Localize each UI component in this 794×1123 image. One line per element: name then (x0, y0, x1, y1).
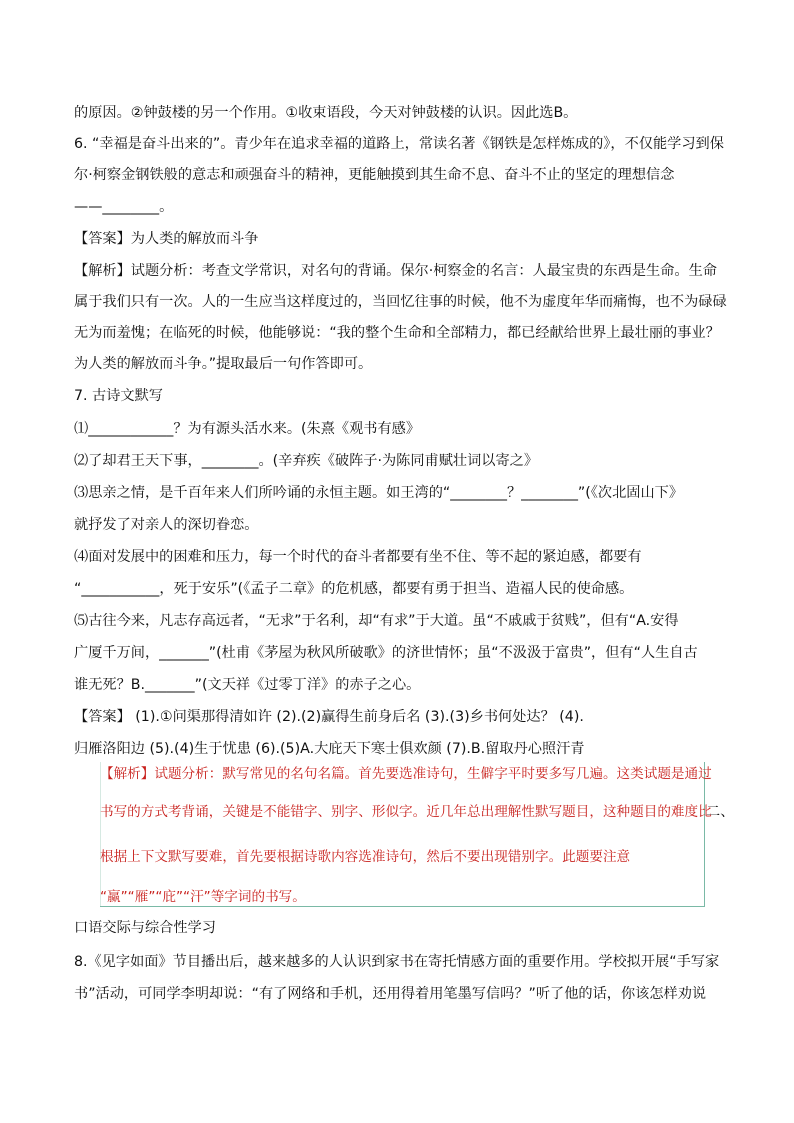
text-line: 为人类的解放而斗争。”提取最后一句作答即可。 (74, 356, 373, 372)
question-6-blank: ——________。 (74, 199, 174, 215)
text-line: 属于我们只有一次。人的一生应当这样度过的，当回忆往事的时候，他不为虚度年华而痛悔，也不为碌碌 (74, 294, 727, 310)
question-8-stem: 8.《见字如面》节目播出后，越来越多的人认识到家书在寄托情感方面的重要作用。学校拟开展“手写家 (74, 954, 720, 970)
text-line: 广厦千万间，_______”(杜甫《茅屋为秋风所破歌》的济世情怀；虽“不汲汲于富贵”，但有“人生自古 (74, 645, 698, 661)
question-6-stem: 6. “幸福是奋斗出来的”。青少年在追求幸福的道路上，常读名著《钢铁是怎样炼成的》，不仅能学习到保 (74, 136, 724, 152)
answer-6: 【答案】为人类的解放而斗争 (74, 231, 259, 247)
analysis-7-line: 根据上下文默写要难，首先要根据诗歌内容选准诗句，然后不要出现错别字。此题要注意 (100, 849, 631, 865)
analysis-7-line: “赢”“雁”“庇”“汗”等字词的书写。 (100, 889, 306, 905)
text-line: 就抒发了对亲人的深切眷恋。 (74, 517, 259, 533)
question-7-2: ⑵了却君王天下事，________。(辛弃疾《破阵子·为陈同甫赋壮词以寄之》 (74, 453, 539, 469)
answer-7-cont: 归雁洛阳边 (5).(4)生于忧患 (6).(5)A.大庇天下寒士俱欢颜 (7).B.留取丹心照汗青 (74, 741, 585, 757)
text-line: 的原因。②钟鼓楼的另一个作用。①收束语段，今天对钟鼓楼的认识。因此选B。 (74, 105, 578, 121)
question-7-heading: 7. 古诗文默写 (74, 388, 163, 404)
analysis-box (100, 762, 705, 907)
question-7-4: ⑷面对发展中的困难和压力，每一个时代的奋斗者都要有坐不住、等不起的紧迫感，都要有 (74, 549, 642, 565)
section-heading: 口语交际与综合性学习 (74, 920, 216, 936)
text-line: 书”活动，可同学李明却说：“有了网络和手机，还用得着用笔墨写信吗？”听了他的话，你该怎样劝说 (74, 986, 707, 1002)
analysis-7-line: 书写的方式考背诵，关键是不能错字、别字、形似字。近几年总出理解性默写题目，这种题目的难度比 (100, 804, 712, 820)
question-7-1: ⑴____________？为有源头活水来。(朱熹《观书有感》 (74, 421, 421, 437)
text-line: 尔·柯察金钢铁般的意志和顽强奋斗的精神，更能触摸到其生命不息、奋斗不止的坚定的理想信念 (74, 167, 675, 183)
question-7-3: ⑶思亲之情，是千百年来人们所吟诵的永恒主题。如王湾的“________？________”(《次北固山下》 (74, 485, 684, 501)
text-line: “___________，死于安乐”(《孟子二章》的危机感，都要有勇于担当、造福人民的使命感。 (74, 581, 634, 597)
text-line: 无为而羞愧；在临死的时候，他能够说：“我的整个生命和全部精力，都已经献给世界上最壮丽的事业？ (74, 325, 720, 341)
analysis-7: 【解析】试题分析：默写常见的名句名篇。首先要选准诗句，生僻字平时要多写几遍。这类试题是通过 (100, 766, 712, 782)
text-line: 谁无死？B._______”(文天祥《过零丁洋》的赤子之心。 (74, 677, 421, 693)
analysis-6: 【解析】试题分析：考查文学常识，对名句的背诵。保尔·柯察金的名言：人最宝贵的东西是生命。生命 (74, 263, 717, 279)
section-number: 二、 (706, 804, 735, 820)
answer-7: 【答案】 (1).①问渠那得清如许 (2).(2)赢得生前身后名 (3).(3)乡书何处达？ (4). (74, 709, 584, 725)
question-7-5: ⑸古往今来，凡志存高远者，“无求”于名利，却“有求”于大道。虽“不戚戚于贫贱”，但有“A.安得 (74, 613, 679, 629)
